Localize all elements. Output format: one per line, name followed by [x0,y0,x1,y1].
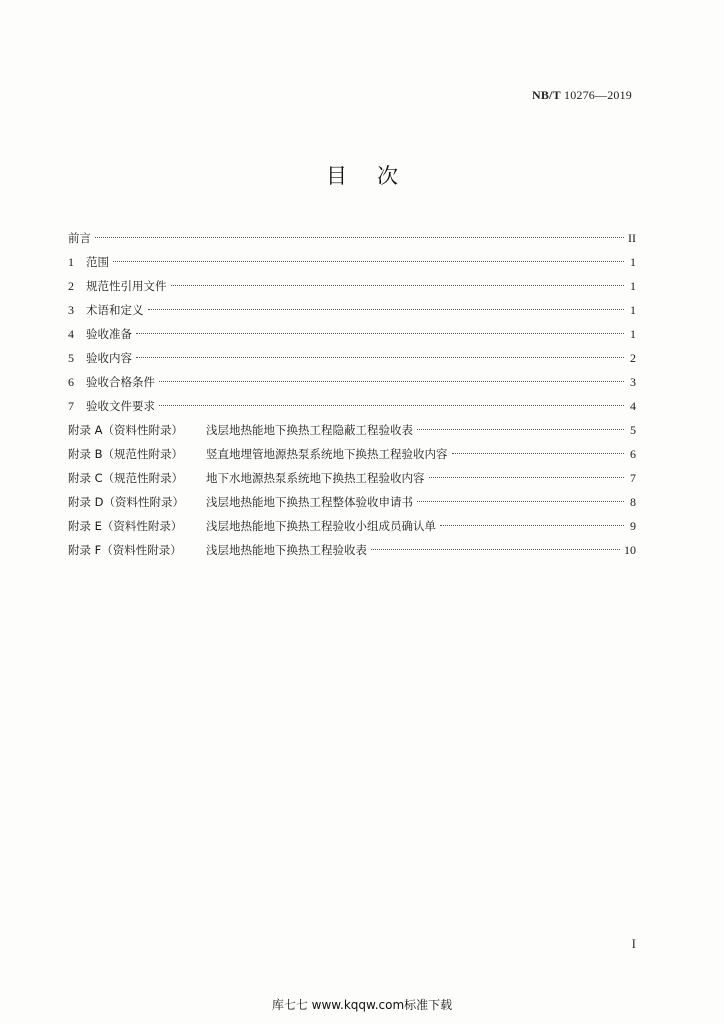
toc-entry-page: 5 [630,423,636,437]
toc-entry-page: 1 [630,279,636,293]
toc-entry-label: 规范性引用文件 [86,279,167,293]
toc-entry-number: 1 [68,255,74,269]
toc-entry-label: 验收内容 [86,351,132,365]
standard-code-number: 10276—2019 [564,88,632,102]
toc-entry-label: 地下水地源热泵系统地下换热工程验收内容 [206,471,425,485]
toc-entry[interactable] [68,370,636,394]
toc-entry[interactable] [68,442,636,466]
toc-leader-dots [417,501,624,502]
toc-leader-dots [440,525,624,526]
toc-entry[interactable] [68,394,636,418]
toc-entry[interactable] [68,322,636,346]
toc-leader-dots [429,477,625,478]
toc-entry[interactable] [68,418,636,442]
toc-entry[interactable] [68,514,636,538]
toc-entry-page: 1 [630,255,636,269]
toc-entry[interactable] [68,466,636,490]
toc-leader-dots [171,285,625,286]
toc-entry-label: 竖直地埋管地源热泵系统地下换热工程验收内容 [206,447,448,461]
toc-entry-appendix-prefix: 附录 E（资料性附录） [68,519,183,533]
toc-entry-number: 5 [68,351,74,365]
toc-entry-page: 10 [624,543,636,557]
toc-entry-page: 4 [630,399,636,413]
toc-entry-appendix-prefix: 附录 F（资料性附录） [68,543,182,557]
page-number: I [631,936,636,951]
table-of-contents [68,226,636,562]
toc-leader-dots [417,429,624,430]
toc-entry-label: 验收准备 [86,327,132,341]
toc-leader-dots [95,237,624,238]
toc-leader-dots [136,357,624,358]
toc-entry-appendix-prefix: 附录 B（规范性附录） [68,447,184,461]
standard-code-prefix: NB/T [531,88,561,102]
toc-leader-dots [452,453,625,454]
toc-leader-dots [113,261,624,262]
page-title: 目次 [326,164,428,188]
toc-entry-appendix-prefix: 附录 A（资料性附录） [68,423,184,437]
toc-entry-page: 3 [630,375,636,389]
toc-entry-page: 9 [630,519,636,533]
toc-entry-page: 2 [630,351,636,365]
toc-leader-dots [159,381,624,382]
toc-entry-page: 7 [630,471,636,485]
watermark-text: 库七七 www.kqqw.com标准下载 [271,998,453,1012]
toc-entry-page: 1 [630,303,636,317]
toc-entry-label: 浅层地热能地下换热工程整体验收申请书 [206,495,413,509]
toc-entry-label: 验收合格条件 [86,375,155,389]
standard-code [532,88,632,103]
toc-entry-number: 4 [68,327,74,341]
toc-leader-dots [159,405,624,406]
toc-entry[interactable] [68,538,636,562]
toc-entry-number: 2 [68,279,74,293]
toc-entry[interactable] [68,490,636,514]
toc-entry[interactable] [68,346,636,370]
toc-entry-label: 术语和定义 [86,303,144,317]
toc-entry-label: 浅层地热能地下换热工程验收表 [206,543,367,557]
toc-entry[interactable] [68,274,636,298]
toc-leader-dots [136,333,624,334]
toc-entry-appendix-prefix: 附录 D（资料性附录） [68,495,185,509]
toc-entry-page: 6 [630,447,636,461]
toc-entry-label: 范围 [86,255,109,269]
toc-entry[interactable] [68,226,636,250]
toc-leader-dots [371,549,620,550]
toc-entry-appendix-prefix: 附录 C（规范性附录） [68,471,184,485]
toc-entry-label: 浅层地热能地下换热工程隐蔽工程验收表 [206,423,413,437]
toc-entry[interactable] [68,250,636,274]
toc-entry-label: 前言 [68,231,91,245]
toc-entry-page: 1 [630,327,636,341]
toc-entry-page: 8 [630,495,636,509]
toc-entry-number: 7 [68,399,74,413]
toc-entry-number: 6 [68,375,74,389]
toc-entry-page: II [628,231,636,245]
toc-leader-dots [148,309,625,310]
toc-entry-number: 3 [68,303,74,317]
toc-entry[interactable] [68,298,636,322]
toc-entry-label: 浅层地热能地下换热工程验收小组成员确认单 [206,519,436,533]
toc-entry-label: 验收文件要求 [86,399,155,413]
